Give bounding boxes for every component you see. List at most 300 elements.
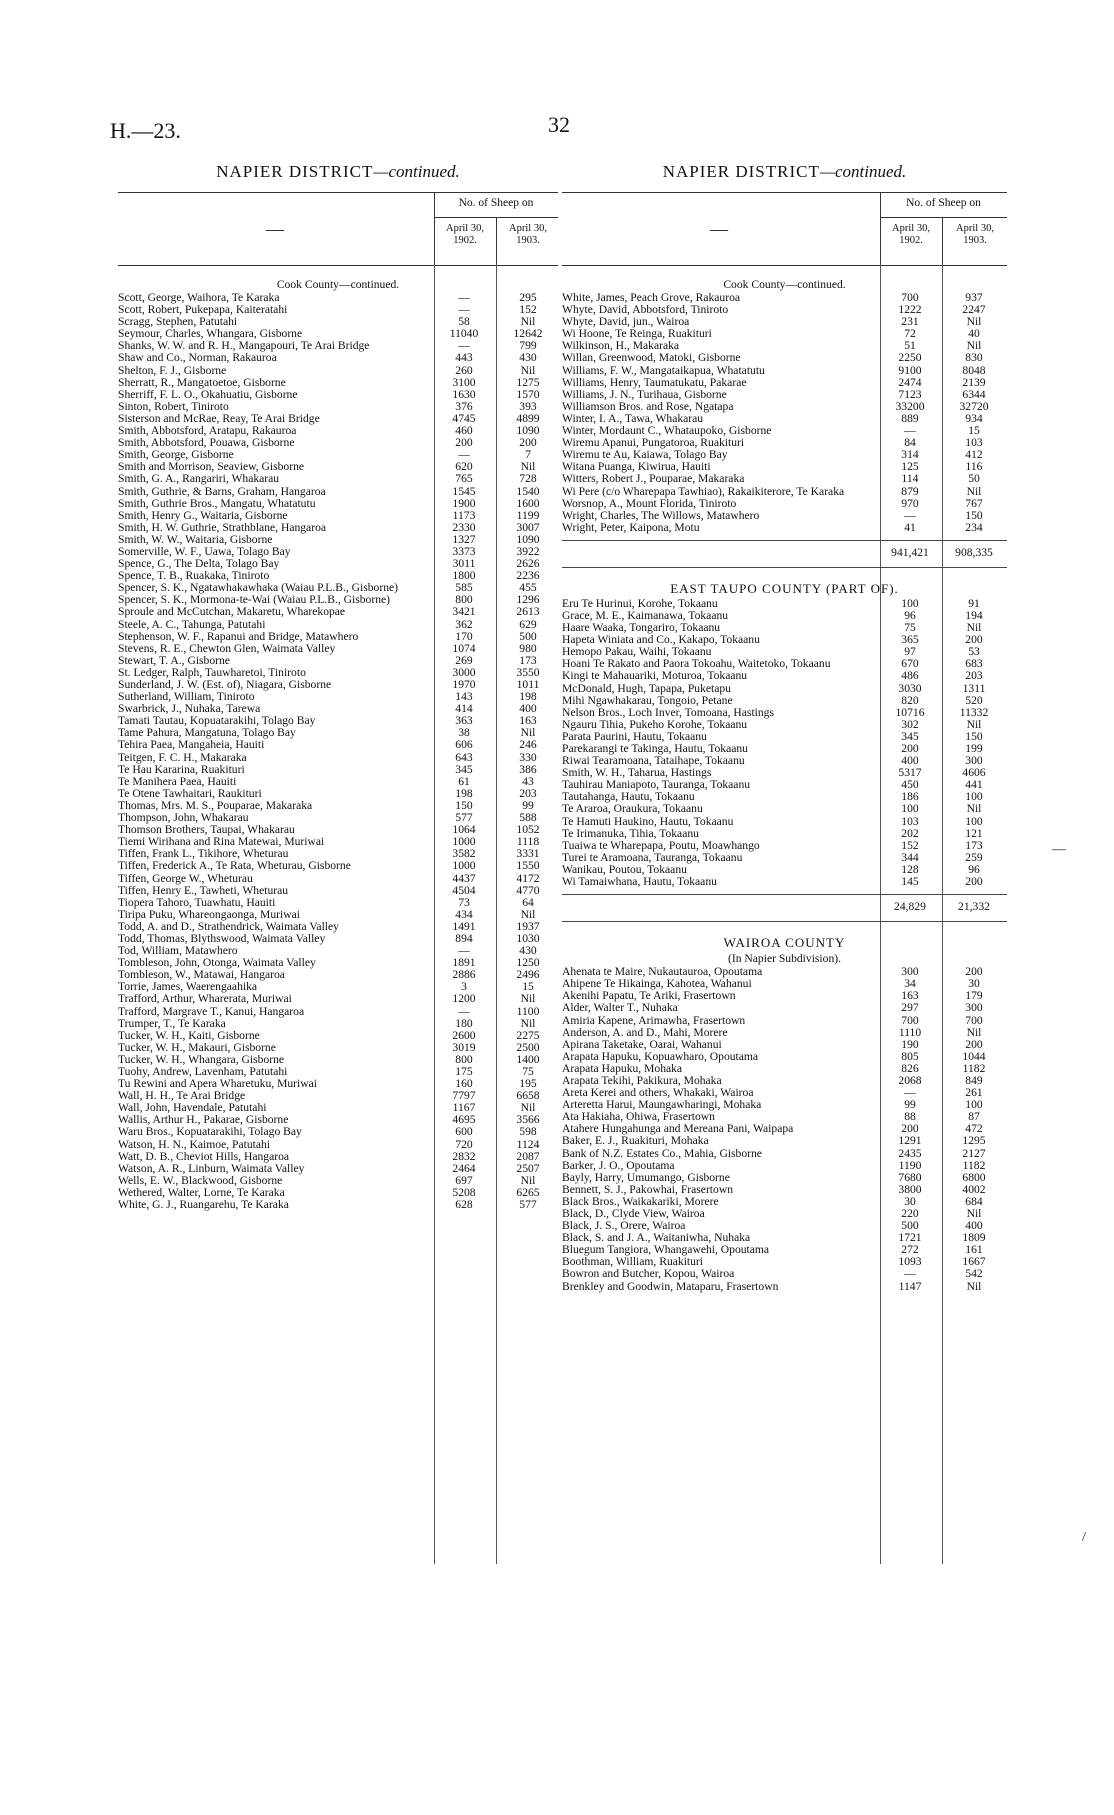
sheep-1902: 300	[901, 965, 919, 979]
owner-name: Smith, W. H., Taharua, Hastings	[562, 766, 712, 780]
owner-name: Mihi Ngawhakarau, Tongoio, Petane	[562, 693, 733, 707]
sheep-1903: 200	[519, 436, 537, 450]
sheep-1903: 455	[519, 581, 537, 595]
sheep-1902: 3421	[452, 605, 476, 619]
sheep-1902: 894	[455, 931, 473, 945]
sheep-1902: 99	[904, 1098, 916, 1112]
owner-name: Sunderland, J. W. (Est. of), Niagara, Gisborne	[118, 678, 332, 691]
owner-name: Spence, G., The Delta, Tolago Bay	[118, 557, 280, 571]
owner-name: Scott, Robert, Pukepapa, Kaiteratahi	[118, 303, 288, 317]
table-row	[118, 643, 558, 655]
table-row	[562, 498, 1007, 510]
table-row	[118, 619, 558, 631]
table-row	[562, 352, 1007, 364]
sheep-1903: 200	[965, 1037, 983, 1051]
sheep-1903: 1937	[516, 919, 540, 933]
sheep-1903: 2275	[516, 1028, 540, 1042]
sheep-1903: 1550	[516, 859, 540, 873]
owner-name: Tiffen, Henry E., Tawheti, Wheturau	[118, 883, 289, 897]
sheep-1903: 30	[968, 977, 980, 991]
sheep-1903: 300	[965, 754, 983, 768]
sheep-1903: 937	[965, 291, 983, 304]
table-row	[562, 803, 1007, 815]
table-row	[562, 522, 1007, 534]
owner-name: Parekarangi te Takinga, Hautu, Tokaanu	[562, 742, 748, 755]
owner-name: Somerville, W. F., Uawa, Tolago Bay	[118, 544, 291, 558]
sheep-1903: 173	[519, 653, 537, 667]
sheep-1903: 393	[519, 399, 537, 413]
owner-name: Shaw and Co., Norman, Rakauroa	[118, 351, 277, 365]
sheep-1902: 345	[455, 762, 473, 776]
sheep-1902: 3	[461, 980, 467, 994]
owner-name: Torrie, James, Waerengaahika	[118, 980, 258, 994]
table-row	[562, 828, 1007, 840]
margin-mark: —	[1052, 842, 1066, 857]
owner-name: Bennett, S. J., Pakowhai, Frasertown	[562, 1182, 733, 1196]
sheep-1903: 767	[965, 496, 983, 510]
sheep-1903: 500	[519, 629, 537, 643]
sheep-1902: 1970	[452, 678, 476, 691]
sheep-1903: 1182	[962, 1158, 986, 1172]
sheep-1902: —	[458, 303, 470, 317]
sheep-1902: 2435	[898, 1146, 922, 1160]
owner-name: Tucker, W. H., Makauri, Gisborne	[118, 1040, 276, 1054]
sheep-1902: 114	[901, 472, 919, 486]
sheep-1903: 472	[965, 1122, 983, 1136]
sheep-1902: —	[904, 508, 916, 522]
sheep-1903: 728	[519, 472, 537, 486]
owner-name: Black, J. S., Orere, Wairoa	[562, 1219, 686, 1233]
sheep-1903: Nil	[966, 1279, 982, 1293]
sheep-1903: 1030	[516, 931, 540, 945]
owner-name: Willan, Greenwood, Matoki, Gisborne	[562, 351, 741, 365]
sheep-1902: 606	[455, 738, 473, 752]
sheep-1902: 10716	[895, 705, 925, 719]
sheep-1903: Nil	[520, 992, 536, 1006]
sheep-1902: 1891	[452, 956, 476, 970]
sheep-1902: 345	[901, 729, 919, 743]
owner-name: Williams, Henry, Taumatukatu, Pakarae	[562, 375, 747, 389]
owner-name: Wiremu Apanui, Pungatoroa, Ruakituri	[562, 436, 745, 450]
sheep-1903: 200	[965, 633, 983, 647]
sheep-1903: 1400	[516, 1052, 540, 1066]
sheep-1902: 96	[904, 608, 916, 622]
sheep-1902: 200	[901, 742, 919, 755]
section-heading: Cook County—continued.	[276, 278, 400, 291]
sheep-1902: 7797	[452, 1089, 476, 1103]
owner-name: Tod, William, Matawhero	[118, 944, 238, 958]
owner-name: Te Irimanuka, Tihia, Tokaanu	[562, 826, 699, 840]
owner-name: Tehira Paea, Mangaheia, Hauiti	[118, 738, 265, 752]
sheep-1902: —	[904, 1267, 916, 1281]
sheep-1902: 720	[455, 1137, 473, 1151]
left-table-body	[118, 266, 558, 1211]
sheep-1902: 1093	[898, 1255, 922, 1269]
sheep-1902: 376	[455, 399, 473, 413]
sheep-1903: 103	[965, 436, 983, 450]
owner-name: Tiffen, Frederick A., Te Rata, Wheturau, Gisborne	[118, 859, 351, 873]
sheep-1903: 1295	[962, 1134, 986, 1148]
owner-name: Tiffen, George W., Wheturau	[118, 871, 253, 885]
sheep-1903: 386	[519, 762, 537, 776]
sheep-1902: 34	[904, 977, 916, 991]
owner-name: Kingi te Mahauariki, Moturoa, Tokaanu	[562, 669, 748, 683]
table-row	[118, 1030, 558, 1042]
table-row	[562, 473, 1007, 485]
margin-mark: /	[1082, 1530, 1086, 1545]
sheep-1903: 6800	[962, 1170, 986, 1184]
owner-name: Arteretta Harui, Maungawharingi, Mohaka	[562, 1098, 762, 1112]
table-row	[562, 1015, 1007, 1027]
table-row	[562, 683, 1007, 695]
sheep-1902: 1167	[452, 1101, 476, 1115]
sheep-1903: 116	[965, 460, 983, 474]
sheep-1903: 400	[965, 1219, 983, 1233]
table-row	[562, 1039, 1007, 1051]
page-header	[110, 112, 1030, 148]
owner-name: Wi Pere (c/o Wharepapa Tawhiao), Rakaikiterore, Te Karaka	[562, 484, 845, 498]
sheep-1903: 520	[965, 693, 983, 707]
sheep-1903: 87	[968, 1110, 980, 1124]
right-column-title: NAPIER DISTRICT—continued.	[662, 162, 907, 181]
sheep-1903: 1570	[516, 387, 540, 401]
sheep-1902: 2330	[452, 520, 476, 534]
sheep-1902: 75	[904, 621, 916, 635]
owner-name: Te Manihera Paea, Hauiti	[118, 774, 237, 788]
sheep-1902: 84	[904, 436, 916, 450]
owner-name: Black, S. and J. A., Waitaniwha, Nuhaka	[562, 1231, 751, 1245]
sheep-1903: 980	[519, 641, 537, 655]
sheep-1903: 100	[965, 1098, 983, 1112]
owner-name: Baker, E. J., Ruakituri, Mohaka	[562, 1134, 709, 1148]
sheep-1903: Nil	[520, 1173, 536, 1187]
sheep-1902: 486	[901, 669, 919, 683]
owner-name: Wanikau, Poutou, Tokaanu	[562, 862, 687, 876]
sheep-1903: 7	[525, 448, 531, 462]
total-1902: 941,421	[891, 545, 929, 559]
sheep-1902: 186	[901, 790, 919, 804]
sheep-1902: 3000	[452, 665, 476, 679]
header-date-1902: April 30, 1902.	[446, 223, 484, 246]
table-row	[562, 707, 1007, 719]
sheep-1902: 1327	[452, 532, 476, 546]
sheep-1902: 33200	[895, 399, 925, 413]
sheep-1902: 143	[455, 690, 473, 704]
sheep-1902: 97	[904, 645, 916, 659]
owner-name: Steele, A. C., Tahunga, Patutahi	[118, 617, 266, 631]
sheep-1902: 3019	[452, 1040, 476, 1054]
sheep-1902: 460	[455, 424, 473, 438]
sheep-1903: 1182	[962, 1061, 986, 1075]
sheep-1903: Nil	[966, 802, 982, 816]
table-row	[118, 1126, 558, 1138]
header-dash: —	[266, 219, 284, 239]
sheep-1903: 3007	[516, 520, 540, 534]
sheep-header: No. of Sheep on	[434, 197, 558, 218]
sheep-1903: 99	[522, 798, 534, 812]
sheep-1903: 1052	[516, 823, 540, 837]
sheep-1902: 152	[901, 838, 919, 852]
sheep-1903: 1118	[516, 835, 540, 849]
header-date-1903: April 30, 1903.	[956, 223, 994, 246]
owner-name: Sherratt, R., Mangatoetoe, Gisborne	[118, 375, 286, 389]
owner-name: Hapeta Winiata and Co., Kakapo, Tokaanu	[562, 633, 760, 647]
sheep-1902: 362	[455, 617, 473, 631]
right-column	[562, 162, 1007, 1293]
sheep-1903: 203	[965, 669, 983, 683]
sheep-1903: 261	[965, 1086, 983, 1100]
sheep-1902: 1222	[898, 303, 922, 317]
sheep-1903: 2236	[516, 569, 540, 583]
sheep-1902: 1200	[452, 992, 476, 1006]
owner-name: Black Bros., Waikakariki, Morere	[562, 1194, 719, 1208]
sheep-1902: 314	[901, 448, 919, 462]
owner-name: Tiemi Wirihana and Rina Matewai, Muriwai	[118, 835, 325, 849]
sheep-1903: 295	[519, 291, 537, 304]
sheep-1903: 15	[522, 980, 534, 994]
table-row	[562, 1027, 1007, 1039]
sheep-1903: 1100	[516, 1004, 540, 1018]
sheep-1902: 58	[458, 315, 470, 329]
sheep-1902: 2068	[898, 1073, 922, 1087]
sheep-1902: 1110	[898, 1025, 922, 1039]
owner-name: Spence, T. B., Ruakaka, Tiniroto	[118, 569, 270, 583]
header-date-1902: April 30, 1902.	[892, 223, 930, 246]
sheep-1903: 430	[519, 944, 537, 958]
sheep-1902: 1000	[452, 835, 476, 849]
table-row	[118, 1151, 558, 1163]
table-row	[562, 510, 1007, 522]
sheep-1902: 620	[455, 460, 473, 474]
owner-name: Tiopera Tahoro, Tuawhatu, Hauiti	[118, 895, 276, 909]
table-row	[118, 993, 558, 1005]
total-1903: 21,332	[958, 900, 990, 914]
table-row	[562, 876, 1007, 888]
sheep-1902: 2250	[898, 351, 922, 365]
sheep-1902: 30	[904, 1194, 916, 1208]
owner-name: White, G. J., Ruangarehu, Te Karaka	[118, 1198, 289, 1212]
sheep-1903: 300	[965, 1001, 983, 1015]
sheep-1903: 684	[965, 1194, 983, 1208]
left-column	[118, 162, 558, 1211]
owner-name: Smith and Morrison, Seaview, Gisborne	[118, 460, 305, 474]
sheep-1902: 200	[901, 1122, 919, 1136]
owner-name: Ahipene Te Hikainga, Kahotea, Wahanui	[562, 977, 752, 991]
sheep-1903: 2613	[516, 605, 540, 619]
sheep-1903: 161	[965, 1243, 983, 1257]
sheep-1903: 4899	[516, 411, 540, 425]
table-row	[562, 1281, 1007, 1293]
table-row	[118, 1006, 558, 1018]
sheep-1902: 820	[901, 693, 919, 707]
sheep-1902: 1800	[452, 569, 476, 583]
sheep-1903: 2626	[516, 557, 540, 571]
sheep-1902: —	[458, 1004, 470, 1018]
sheep-1903: 2127	[962, 1146, 986, 1160]
sheep-1903: 6344	[962, 387, 986, 401]
owner-name: White, James, Peach Grove, Rakauroa	[562, 291, 741, 304]
sheep-1902: 500	[901, 1219, 919, 1233]
owner-name: Smith, Guthrie Bros., Mangatu, Whatatutu	[118, 496, 316, 510]
section-heading: Cook County—continued.	[723, 278, 846, 291]
sheep-1902: 697	[455, 1173, 473, 1187]
owner-name: Whyte, David, jun., Wairoa	[562, 315, 690, 329]
sheep-1903: Nil	[520, 726, 536, 740]
sheep-1902: —	[904, 1086, 916, 1100]
sheep-1902: 100	[901, 596, 919, 610]
sheep-1902: 4504	[452, 883, 476, 897]
owner-name: Turei te Aramoana, Tauranga, Tokaanu	[562, 850, 743, 864]
sheep-1902: 170	[455, 629, 473, 643]
owner-name: Sherriff, F. L. O., Okahuatiu, Gisborne	[118, 387, 298, 401]
table-row	[118, 365, 558, 377]
table-row	[118, 764, 558, 776]
table-row	[118, 739, 558, 751]
owner-name: Spencer, S. K., Mormona-te-Wai (Waiau P.L.B., Gisborne)	[118, 593, 390, 607]
sheep-1902: 260	[455, 363, 473, 377]
sheep-1903: 2496	[516, 968, 540, 982]
sheep-1902: 3800	[898, 1182, 922, 1196]
owner-name: Te Araroa, Oraukura, Tokaanu	[562, 802, 703, 816]
owner-name: Sinton, Robert, Tiniroto	[118, 399, 229, 413]
owner-name: Wi Tamaiwhana, Hautu, Tokaanu	[562, 875, 717, 889]
owner-name: Williamson Bros. and Rose, Ngatapa	[562, 399, 734, 413]
owner-name: Te Hau Kararina, Ruakituri	[118, 762, 245, 776]
sheep-1902: 970	[901, 496, 919, 510]
sheep-1903: Nil	[966, 1025, 982, 1039]
sheep-1903: 3550	[516, 665, 540, 679]
sheep-1903: 75	[522, 1065, 534, 1078]
owner-name: Trafford, Margrave T., Kanui, Hangaroa	[118, 1004, 305, 1018]
owner-name: Grace, M. E., Kaimanawa, Tokaanu	[562, 608, 729, 622]
sheep-1902: 220	[901, 1207, 919, 1220]
owner-name: Tombleson, John, Otonga, Waimata Valley	[118, 956, 316, 970]
total-1902: 24,829	[894, 900, 926, 914]
sheep-1903: 43	[522, 774, 534, 788]
owner-name: Parata Paurini, Hautu, Tokaanu	[562, 729, 707, 743]
owner-name: Scragg, Stephen, Patutahi	[118, 315, 238, 329]
sheep-1902: 2886	[452, 968, 476, 982]
owner-name: Wall, H. H., Te Arai Bridge	[118, 1089, 246, 1103]
owner-name: Hemopo Pakau, Waihi, Tokaanu	[562, 645, 712, 659]
owner-name: Smith, H. W. Guthrie, Strathblane, Hangaroa	[118, 520, 327, 534]
owner-name: Sisterson and McRae, Reay, Te Arai Bridge	[118, 411, 320, 425]
sheep-1902: 889	[901, 411, 919, 425]
table-row	[118, 752, 558, 764]
sheep-1902: 4745	[452, 411, 476, 425]
owner-name: Riwai Tearamoana, Tataihape, Tokaanu	[562, 754, 745, 768]
sheep-1902: 61	[458, 774, 470, 788]
owner-name: Tombleson, W., Matawai, Hangaroa	[118, 968, 285, 982]
sheep-1903: 64	[522, 895, 534, 909]
owner-name: Trafford, Arthur, Wharerata, Muriwai	[118, 992, 292, 1006]
sheep-1902: 231	[901, 315, 919, 329]
sheep-1903: 1011	[516, 678, 540, 691]
sheep-1903: 91	[968, 596, 980, 610]
sheep-1903: 1809	[962, 1231, 986, 1245]
sheep-1902: 1900	[452, 496, 476, 510]
sheep-1903: 173	[965, 838, 983, 852]
sheep-1902: 5208	[452, 1185, 476, 1199]
sheep-1903: 2500	[516, 1040, 540, 1054]
sheep-1902: 805	[901, 1049, 919, 1063]
owner-name: Tautahanga, Hautu, Tokaanu	[562, 790, 695, 804]
sheep-1902: 365	[901, 633, 919, 647]
owner-name: Tucker, W. H., Whangara, Gisborne	[118, 1052, 285, 1066]
owner-name: Bank of N.Z. Estates Co., Mahia, Gisborne	[562, 1146, 762, 1160]
table-row	[118, 860, 558, 872]
sheep-1903: 1296	[516, 593, 540, 607]
owner-name: Arapata Hapuku, Kopuawharo, Opoutama	[562, 1049, 759, 1063]
left-table-header	[118, 192, 558, 266]
header-dash: —	[710, 219, 728, 239]
sheep-1902: 600	[455, 1125, 473, 1139]
owner-name: Amiria Kapene, Arimawha, Frasertown	[562, 1013, 746, 1027]
owner-name: Sutherland, William, Tiniroto	[118, 690, 255, 704]
sheep-1902: 577	[455, 811, 473, 825]
sheep-1902: 3373	[452, 544, 476, 558]
sheep-1903: 1124	[516, 1137, 540, 1151]
owner-name: Witters, Robert J., Pouparae, Makaraka	[562, 472, 745, 486]
sheep-1902: 765	[455, 472, 473, 486]
sheep-1903: Nil	[966, 339, 982, 353]
owner-name: Tu Rewini and Apera Wharetuku, Muriwai	[118, 1077, 317, 1091]
sheep-1903: 598	[519, 1125, 537, 1139]
sheep-1902: 175	[455, 1065, 473, 1078]
owner-name: Thomson Brothers, Taupai, Whakarau	[118, 823, 295, 837]
owner-name: Bluegum Tangiora, Whangawehi, Opoutama	[562, 1243, 770, 1257]
sheep-1903: 577	[519, 1198, 537, 1212]
sheep-1902: 585	[455, 581, 473, 595]
section-heading: WAIROA COUNTY	[723, 935, 846, 951]
sheep-1903: 934	[965, 411, 983, 425]
sheep-1902: 450	[901, 778, 919, 792]
sheep-1902: 200	[455, 436, 473, 450]
sheep-1903: 150	[965, 729, 983, 743]
sheep-1903: 246	[519, 738, 537, 752]
sheep-1903: 100	[965, 814, 983, 828]
sheep-1902: 363	[455, 714, 473, 728]
sheep-1903: 849	[965, 1073, 983, 1087]
owner-name: Bayly, Harry, Umumango, Gisborne	[562, 1170, 730, 1184]
sheep-1903: 200	[965, 965, 983, 979]
sheep-1903: 163	[519, 714, 537, 728]
owner-name: Watson, A. R., Linburn, Waimata Valley	[118, 1161, 305, 1175]
sheep-1902: —	[458, 448, 470, 462]
owner-name: Tiripa Puku, Whareongaonga, Muriwai	[118, 907, 300, 921]
sheep-1903: Nil	[966, 484, 982, 498]
sheep-1903: 4606	[962, 766, 986, 780]
owner-name: Wiremu te Au, Kaiawa, Tolago Bay	[562, 448, 728, 462]
sheep-1903: 1199	[516, 508, 540, 522]
owner-name: Smith, W. W., Waitaria, Gisborne	[118, 532, 273, 546]
table-row	[118, 473, 558, 485]
sheep-1903: 1275	[516, 375, 540, 389]
sheep-1903: 234	[965, 520, 983, 534]
sheep-1903: 2087	[516, 1149, 540, 1163]
sheep-1903: 4172	[516, 871, 540, 885]
table-row	[118, 377, 558, 389]
owner-name: Smith, Guthrie, & Barns, Graham, Hangaroa	[118, 484, 326, 498]
table-row	[118, 873, 558, 885]
owner-name: Tiffen, Frank L., Tikihore, Wheturau	[118, 847, 289, 861]
sheep-1903: 3566	[516, 1113, 540, 1127]
sheep-1902: 1190	[898, 1158, 922, 1172]
sheep-1903: 50	[968, 472, 980, 486]
owner-name: Wethered, Walter, Lorne, Te Karaka	[118, 1185, 285, 1199]
sheep-1902: 272	[901, 1243, 919, 1257]
owner-name: Black, D., Clyde View, Wairoa	[562, 1207, 705, 1220]
